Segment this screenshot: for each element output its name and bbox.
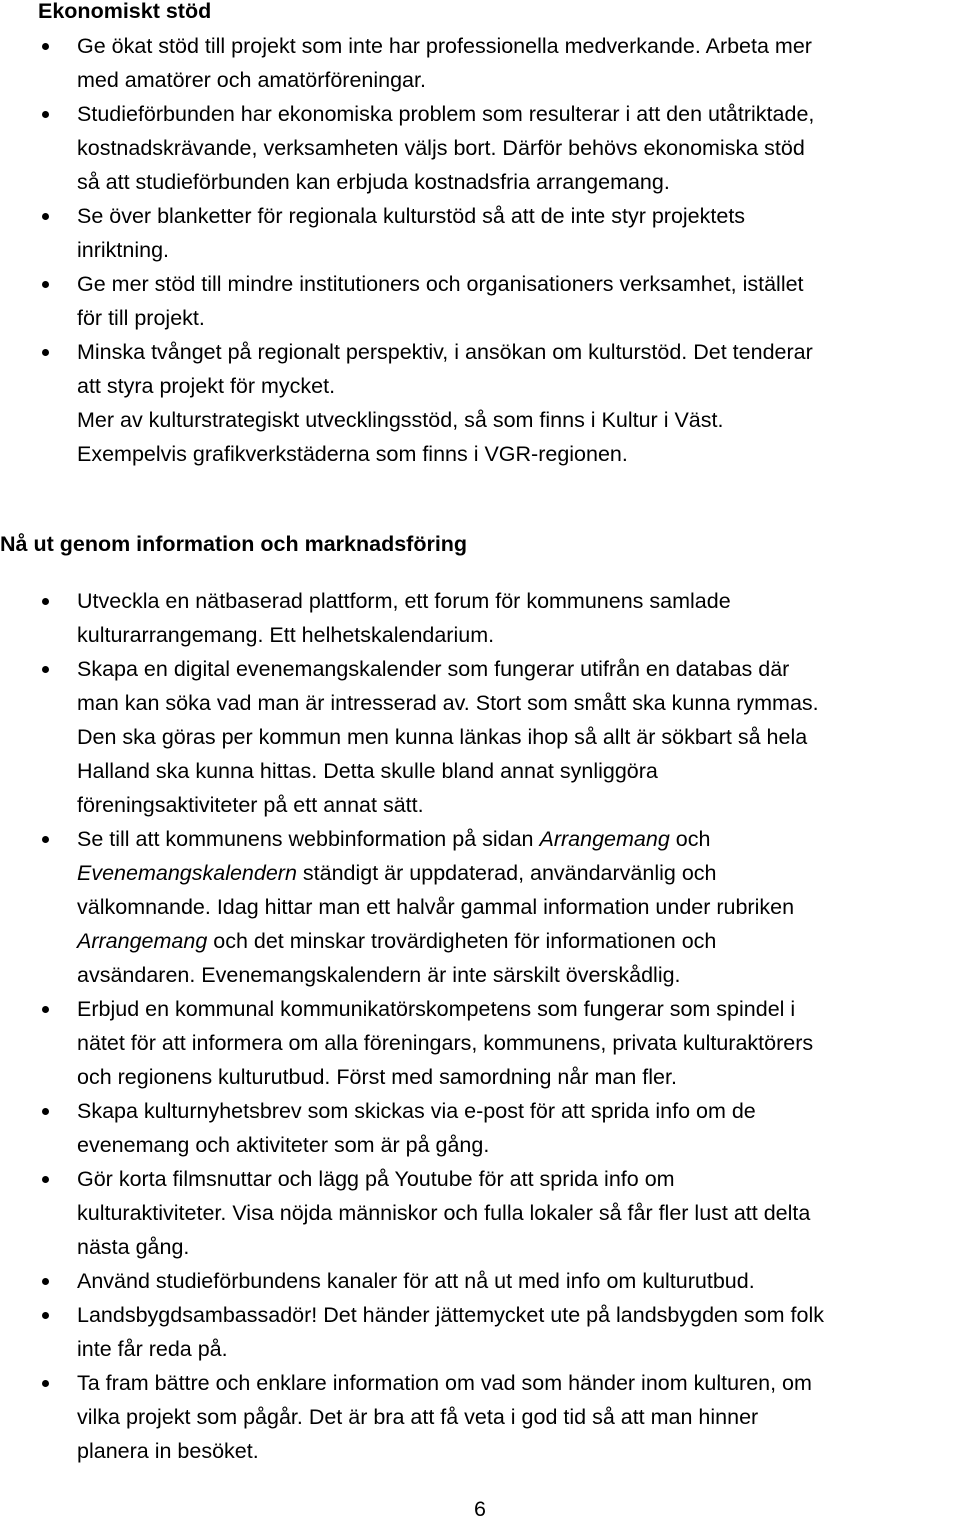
text-segment: kulturaktiviteter. Visa nöjda människor och fulla lokaler så får fler lust att delta xyxy=(77,1201,811,1225)
text-segment: evenemang och aktiviteter som är på gång. xyxy=(77,1133,490,1157)
text-segment: Använd studieförbundens kanaler för att nå ut med info om kulturutbud. xyxy=(77,1269,755,1293)
text-segment: inriktning. xyxy=(77,238,170,262)
list-item xyxy=(0,97,960,199)
text-line xyxy=(77,754,960,788)
text-segment: välkomnande. Idag hittar man ett halvår gammal information under rubriken xyxy=(77,895,795,919)
text-line xyxy=(77,1128,960,1162)
text-line xyxy=(77,1230,960,1264)
list-item xyxy=(0,1094,960,1162)
text-segment: och det minskar trovärdigheten för informationen och xyxy=(207,929,717,953)
list-item xyxy=(0,199,960,267)
list-item xyxy=(0,335,960,403)
text-segment: Se till att kommunens webbinformation på sidan xyxy=(77,827,540,851)
text-line xyxy=(77,1434,960,1468)
text-line xyxy=(77,233,960,267)
bullet-list-information xyxy=(0,584,960,1468)
text-line xyxy=(77,1264,960,1298)
text-line xyxy=(77,652,960,686)
text-segment: föreningsaktiviteter på ett annat sätt. xyxy=(77,793,424,817)
bullet-icon xyxy=(42,1380,49,1387)
text-line xyxy=(77,165,960,199)
text-line xyxy=(77,890,960,924)
text-segment: vilka projekt som pågår. Det är bra att få veta i god tid så att man hinner xyxy=(77,1405,759,1429)
text-line xyxy=(77,1298,960,1332)
text-segment: nätet för att informera om alla föreningars, kommunens, privata kulturaktörers xyxy=(77,1031,814,1055)
text-line xyxy=(77,1162,960,1196)
text-segment: Skapa kulturnyhetsbrev som skickas via e-post för att sprida info om de xyxy=(77,1099,756,1123)
text-line xyxy=(77,29,960,63)
text-line xyxy=(77,822,960,856)
list-item xyxy=(0,992,960,1094)
list-item xyxy=(0,29,960,97)
text-line xyxy=(77,1094,960,1128)
list-item xyxy=(0,1162,960,1264)
text-line xyxy=(77,1400,960,1434)
text-line xyxy=(77,958,960,992)
text-line xyxy=(77,924,960,958)
list-item xyxy=(0,267,960,335)
text-segment: Den ska göras per kommun men kunna länkas ihop så allt är sökbart så hela xyxy=(77,725,808,749)
text-segment: Halland ska kunna hittas. Detta skulle bland annat synliggöra xyxy=(77,759,658,783)
text-segment: Skapa en digital evenemangskalender som fungerar utifrån en databas där xyxy=(77,657,790,681)
text-segment: Erbjud en kommunal kommunikatörskompetens som fungerar som spindel i xyxy=(77,997,796,1021)
text-segment: och regionens kulturutbud. Först med samordning når man fler. xyxy=(77,1065,677,1089)
bullet-icon xyxy=(42,1108,49,1115)
text-segment: Se över blanketter för regionala kulturstöd så att de inte styr projektets xyxy=(77,204,746,228)
bullet-icon xyxy=(42,1176,49,1183)
text-line xyxy=(77,618,960,652)
text-segment: att styra projekt för mycket. xyxy=(77,374,336,398)
text-segment: man kan söka vad man är intresserad av. Stort som smått ska kunna rymmas. xyxy=(77,691,819,715)
bullet-icon xyxy=(42,281,49,288)
text-segment: Minska tvånget på regionalt perspektiv, i ansökan om kulturstöd. Det tenderar xyxy=(77,340,813,364)
bullet-icon xyxy=(42,1278,49,1285)
text-line xyxy=(77,437,960,471)
text-line xyxy=(77,788,960,822)
text-line xyxy=(77,686,960,720)
list-item xyxy=(0,1298,960,1366)
italic-text: Evenemangskalendern xyxy=(77,861,297,885)
text-line xyxy=(77,369,960,403)
text-segment: avsändaren. Evenemangskalendern är inte särskilt överskådlig. xyxy=(77,963,681,987)
text-segment: planera in besöket. xyxy=(77,1439,259,1463)
text-line xyxy=(77,97,960,131)
text-line xyxy=(77,1060,960,1094)
italic-text: Arrangemang xyxy=(77,929,208,953)
text-line xyxy=(77,856,960,890)
bullet-list-ekonomiskt-stod xyxy=(0,29,960,471)
text-segment: ständigt är uppdaterad, användarvänlig och xyxy=(296,861,717,885)
bullet-icon xyxy=(42,666,49,673)
list-item xyxy=(0,1366,960,1468)
text-line xyxy=(77,301,960,335)
text-segment: Ta fram bättre och enklare information om vad som händer inom kulturen, om xyxy=(77,1371,812,1395)
text-line xyxy=(77,584,960,618)
text-line xyxy=(77,1332,960,1366)
text-line xyxy=(77,335,960,369)
text-segment: Gör korta filmsnuttar och lägg på Youtube för att sprida info om xyxy=(77,1167,675,1191)
list-item xyxy=(0,403,960,471)
text-segment: kulturarrangemang. Ett helhetskalendarium. xyxy=(77,623,495,647)
text-segment: Ge ökat stöd till projekt som inte har professionella medverkande. Arbeta mer xyxy=(77,34,812,58)
text-segment: så att studieförbunden kan erbjuda kostnadsfria arrangemang. xyxy=(77,170,670,194)
page-number: 6 xyxy=(474,1497,486,1521)
text-segment: och xyxy=(669,827,711,851)
text-line xyxy=(77,131,960,165)
list-item xyxy=(0,584,960,652)
text-segment: med amatörer och amatörföreningar. xyxy=(77,68,426,92)
bullet-icon xyxy=(42,43,49,50)
italic-text: Arrangemang xyxy=(539,827,670,851)
bullet-icon xyxy=(42,111,49,118)
bullet-icon xyxy=(42,1006,49,1013)
section-heading-ekonomiskt-stod: Ekonomiskt stöd xyxy=(38,0,212,23)
text-segment: Ge mer stöd till mindre institutioners och organisationers verksamhet, istället xyxy=(77,272,804,296)
text-line xyxy=(77,267,960,301)
text-segment: kostnadskrävande, verksamheten väljs bort. Därför behövs ekonomiska stöd xyxy=(77,136,805,160)
list-item xyxy=(0,652,960,822)
text-line xyxy=(77,199,960,233)
text-segment: Mer av kulturstrategiskt utvecklingsstöd, så som finns i Kultur i Väst. xyxy=(77,408,724,432)
text-line xyxy=(77,403,960,437)
text-line xyxy=(77,720,960,754)
text-line xyxy=(77,1366,960,1400)
text-segment: Exempelvis grafikverkstäderna som finns i VGR-regionen. xyxy=(77,442,628,466)
text-line xyxy=(77,1026,960,1060)
bullet-icon xyxy=(42,213,49,220)
bullet-icon xyxy=(42,836,49,843)
bullet-icon xyxy=(42,349,49,356)
list-item xyxy=(0,822,960,992)
text-segment: Landsbygdsambassadör! Det händer jättemycket ute på landsbygden som folk xyxy=(77,1303,824,1327)
text-segment: nästa gång. xyxy=(77,1235,190,1259)
text-segment: Studieförbunden har ekonomiska problem som resulterar i att den utåtriktade, xyxy=(77,102,815,126)
section-heading-information: Nå ut genom information och marknadsföring xyxy=(0,532,468,556)
bullet-icon xyxy=(42,1312,49,1319)
list-item xyxy=(0,1264,960,1298)
text-line xyxy=(77,1196,960,1230)
text-segment: inte får reda på. xyxy=(77,1337,228,1361)
text-line xyxy=(77,992,960,1026)
text-line xyxy=(77,63,960,97)
text-segment: för till projekt. xyxy=(77,306,205,330)
bullet-icon xyxy=(42,598,49,605)
text-segment: Utveckla en nätbaserad plattform, ett forum för kommunens samlade xyxy=(77,589,731,613)
